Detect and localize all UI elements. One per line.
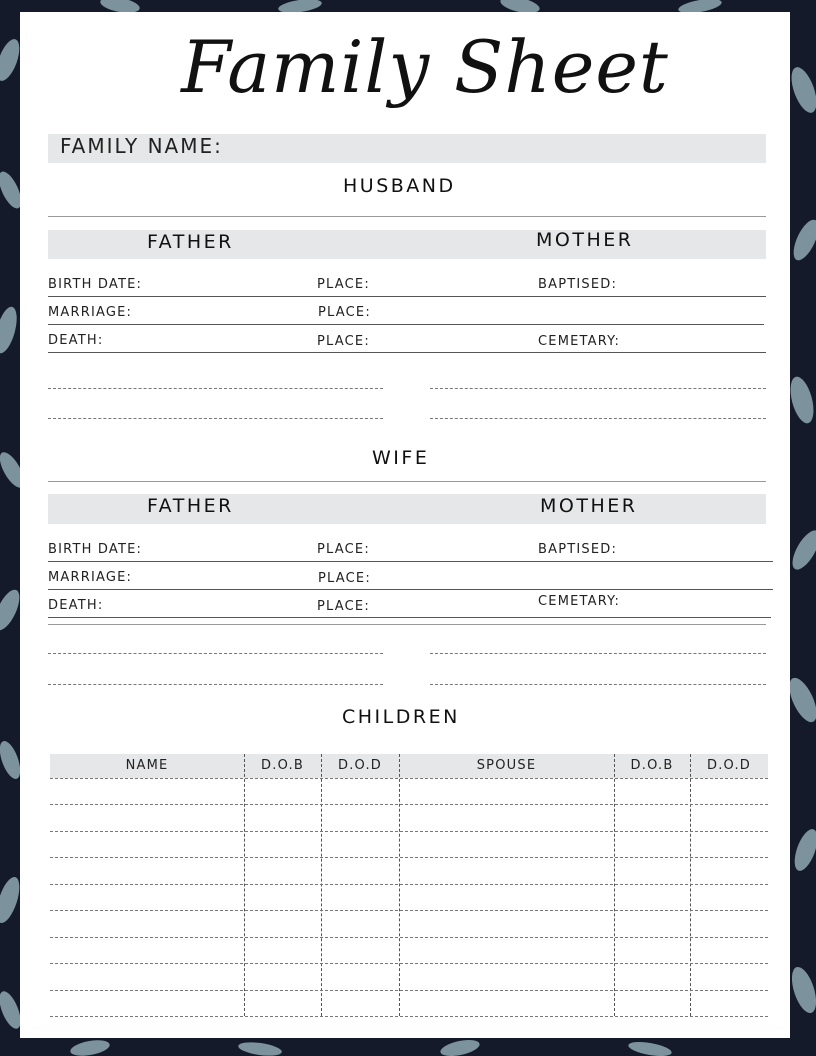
wife-mother-line[interactable] — [430, 684, 766, 685]
husband-father-line[interactable] — [48, 418, 383, 419]
husband-mother-line[interactable] — [430, 388, 766, 389]
wife-marriage-label: MARRIAGE: — [48, 570, 133, 585]
children-col-spouse-dod: D.O.D — [707, 758, 751, 773]
table-row[interactable] — [50, 990, 768, 991]
page-title — [0, 8, 790, 128]
husband-death-label: DEATH: — [48, 333, 104, 348]
husband-cemetary-label: CEMETARY: — [538, 334, 621, 349]
children-col-divider — [614, 754, 615, 1016]
husband-death-place-label: PLACE: — [317, 334, 370, 349]
children-col-spouse-dob: D.O.B — [630, 758, 674, 773]
husband-father-line[interactable] — [48, 388, 383, 389]
children-col-divider — [399, 754, 400, 1016]
husband-mother-line[interactable] — [430, 418, 766, 419]
wife-death-line[interactable] — [48, 617, 771, 618]
husband-death-line[interactable] — [48, 352, 766, 353]
children-heading: CHILDREN — [342, 706, 460, 728]
wife-death-label: DEATH: — [48, 598, 104, 613]
husband-name-line[interactable] — [48, 216, 766, 217]
husband-father-label: FATHER — [147, 231, 234, 253]
husband-birth-line[interactable] — [48, 296, 766, 297]
family-name-label: FAMILY NAME: — [60, 134, 223, 158]
table-row[interactable] — [50, 857, 768, 858]
children-col-divider — [690, 754, 691, 1016]
title-text: Family Sheet — [181, 25, 669, 109]
husband-mother-label: MOTHER — [536, 229, 634, 251]
husband-birth-date-label: BIRTH DATE: — [48, 277, 143, 292]
wife-extra-line — [48, 624, 766, 625]
children-col-spouse: SPOUSE — [476, 758, 537, 773]
children-col-dob: D.O.B — [261, 758, 304, 773]
wife-death-place-label: PLACE: — [317, 599, 370, 614]
wife-marriage-place-label: PLACE: — [318, 571, 371, 586]
husband-marriage-label: MARRIAGE: — [48, 305, 133, 320]
wife-heading: WIFE — [372, 447, 430, 469]
table-row[interactable] — [50, 963, 768, 964]
wife-cemetary-label: CEMETARY: — [538, 594, 621, 609]
table-row[interactable] — [50, 1016, 768, 1017]
table-row[interactable] — [50, 937, 768, 938]
wife-birth-line[interactable] — [48, 561, 773, 562]
children-col-dod: D.O.D — [338, 758, 382, 773]
table-row[interactable] — [50, 884, 768, 885]
table-row[interactable] — [50, 778, 768, 779]
wife-birth-date-label: BIRTH DATE: — [48, 542, 143, 557]
table-row[interactable] — [50, 831, 768, 832]
wife-baptised-label: BAPTISED: — [538, 542, 618, 557]
wife-mother-label: MOTHER — [540, 495, 638, 517]
children-col-divider — [244, 754, 245, 1016]
husband-marriage-place-label: PLACE: — [318, 305, 371, 320]
husband-baptised-label: BAPTISED: — [538, 277, 618, 292]
husband-heading: HUSBAND — [343, 175, 456, 197]
children-col-divider — [321, 754, 322, 1016]
children-col-name: NAME — [125, 758, 169, 773]
husband-birth-place-label: PLACE: — [317, 277, 370, 292]
wife-father-line[interactable] — [48, 653, 383, 654]
table-row[interactable] — [50, 804, 768, 805]
husband-marriage-line[interactable] — [48, 324, 764, 325]
wife-mother-line[interactable] — [430, 653, 766, 654]
wife-father-line[interactable] — [48, 684, 383, 685]
wife-marriage-line[interactable] — [48, 589, 773, 590]
table-row[interactable] — [50, 910, 768, 911]
wife-father-label: FATHER — [147, 495, 234, 517]
wife-name-line[interactable] — [48, 481, 766, 482]
wife-birth-place-label: PLACE: — [317, 542, 370, 557]
